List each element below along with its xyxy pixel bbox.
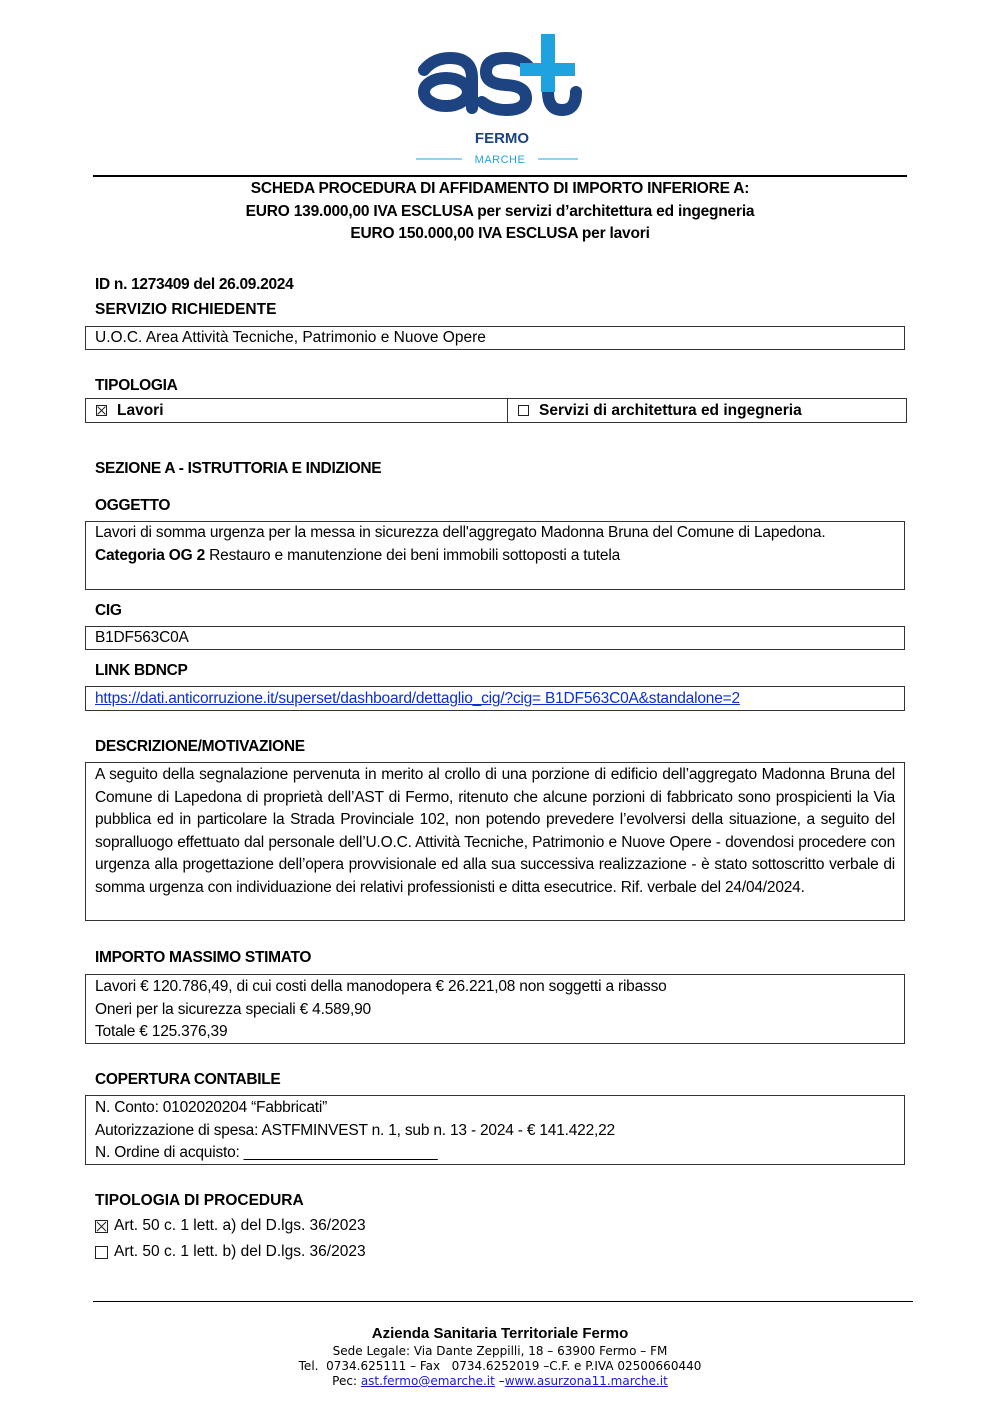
- tipologia-option-servizi[interactable]: [508, 399, 906, 422]
- tipologia-label: TIPOLOGIA: [95, 377, 178, 394]
- tipologia-option-label: Lavori: [117, 401, 164, 419]
- document-title: [93, 178, 907, 246]
- procedura-option-label: Art. 50 c. 1 lett. a) del D.lgs. 36/2023: [114, 1217, 366, 1234]
- procedura-label: TIPOLOGIA DI PROCEDURA: [95, 1192, 304, 1209]
- oggetto-categoria: [95, 545, 895, 568]
- copertura-ordine: N. Ordine di acquisto: _______________________: [95, 1144, 438, 1161]
- bdncp-link[interactable]: https://dati.anticorruzione.it/superset/dashboard/dettaglio_cig/?cig= B1DF563C0A&standalone=2: [95, 690, 740, 707]
- footer-sede: Sede Legale: Via Dante Zeppilli, 18 – 63900 Fermo – FM: [332, 1344, 668, 1358]
- servizio-richiedente-label: SERVIZIO RICHIEDENTE: [95, 301, 277, 318]
- logo-region: MARCHE: [474, 154, 526, 166]
- copertura-field: [85, 1095, 905, 1165]
- importo-field: [85, 974, 905, 1044]
- descrizione-label: DESCRIZIONE/MOTIVAZIONE: [95, 738, 305, 755]
- servizio-richiedente-field: [85, 326, 905, 350]
- importo-oneri: Oneri per la sicurezza speciali € 4.589,90: [95, 1000, 371, 1018]
- header-divider: [93, 175, 907, 177]
- categoria-text: Restauro e manutenzione dei beni immobili sottoposti a tutela: [205, 546, 621, 564]
- descrizione-field: [85, 762, 905, 921]
- servizio-richiedente-value: U.O.C. Area Attività Tecniche, Patrimonio e Nuove Opere: [95, 329, 486, 346]
- copertura-label: COPERTURA CONTABILE: [95, 1071, 281, 1088]
- footer: [260, 1324, 740, 1389]
- footer-org-name: Azienda Sanitaria Territoriale Fermo: [371, 1325, 629, 1342]
- checkbox-unchecked-icon[interactable]: [95, 1246, 108, 1259]
- tipologia-option-lavori[interactable]: [86, 399, 508, 422]
- ast-fermo-logo: [410, 30, 590, 170]
- title-line-1: SCHEDA PROCEDURA DI AFFIDAMENTO DI IMPORTO INFERIORE A:: [250, 180, 750, 197]
- descrizione-text: A seguito della segnalazione pervenuta in merito al crollo di una porzione di edificio dell’aggregato Madonna Bruna del Comune di Lapedona di proprietà dell’AST di Fermo, ritenuto che alcune porzioni di fabbricato sono prospicienti la Via pubblica ed in particolare la Strada Provinciale 102, non potendo prevedere l’evolversi della situazione, a seguito del sopralluogo effettuato dal personale dell’U.O.C. Attività Tecniche, Patrimonio e Nuove Opere - dovendosi procedere con urgenza alla progettazione dell’opera provvisionale ed alla sua successiva realizzazione - è stato sottoscritto verbale di somma urgenza con individuazione dei relativi professionisti e ditta esecutrice. Rif. verbale del 24/04/2024.: [95, 766, 895, 896]
- oggetto-text: Lavori di somma urgenza per la messa in sicurezza dell'aggregato Madonna Bruna del Comune di Lapedona.: [95, 524, 826, 541]
- oggetto-label: OGGETTO: [95, 497, 171, 514]
- footer-pec-email-link[interactable]: ast.fermo@emarche.it: [360, 1374, 495, 1388]
- footer-pec-label: Pec:: [332, 1374, 357, 1388]
- copertura-autorizzazione: Autorizzazione di spesa: ASTFMINVEST n. 1, sub n. 13 - 2024 - € 141.422,22: [95, 1121, 615, 1139]
- link-bdncp-field: [85, 686, 905, 711]
- oggetto-field: [85, 521, 905, 590]
- procedura-option-label: Art. 50 c. 1 lett. b) del D.lgs. 36/2023: [114, 1243, 366, 1260]
- footer-separator: –: [498, 1374, 505, 1388]
- logo-city: FERMO: [474, 130, 530, 147]
- importo-label: IMPORTO MASSIMO STIMATO: [95, 949, 312, 966]
- checkbox-checked-icon[interactable]: [95, 1220, 108, 1233]
- tipologia-option-label: Servizi di architettura ed ingegneria: [539, 401, 802, 419]
- link-bdncp-label: LINK BDNCP: [95, 662, 188, 679]
- tipologia-options: [85, 398, 907, 423]
- checkbox-checked-icon[interactable]: [96, 405, 107, 416]
- section-a-title: SEZIONE A - ISTRUTTORIA E INDIZIONE: [95, 460, 382, 477]
- footer-contacts: Tel. 0734.625111 – Fax 0734.6252019 –C.F. e P.IVA 02500660440: [298, 1359, 702, 1373]
- title-line-3: EURO 150.000,00 IVA ESCLUSA per lavori: [350, 225, 650, 242]
- footer-website-link[interactable]: www.asurzona11.marche.it: [504, 1374, 668, 1388]
- document-id: ID n. 1273409 del 26.09.2024: [95, 276, 294, 293]
- cig-label: CIG: [95, 602, 122, 619]
- checkbox-unchecked-icon[interactable]: [518, 405, 529, 416]
- ast-logo-graphic: [410, 30, 590, 170]
- footer-divider: [93, 1301, 913, 1302]
- copertura-conto: N. Conto: 0102020204 “Fabbricati”: [95, 1099, 328, 1116]
- procedura-option-a[interactable]: [95, 1217, 366, 1235]
- procedura-option-b[interactable]: [95, 1243, 366, 1261]
- cig-field: [85, 626, 905, 650]
- cig-value: B1DF563C0A: [95, 629, 189, 646]
- categoria-label: Categoria OG 2: [95, 546, 206, 564]
- importo-totale: Totale € 125.376,39: [95, 1023, 228, 1040]
- footer-pec-line: [260, 1374, 740, 1389]
- importo-lavori: Lavori € 120.786,49, di cui costi della manodopera € 26.221,08 non soggetti a ribasso: [95, 978, 667, 995]
- title-line-2: EURO 139.000,00 IVA ESCLUSA per servizi d’architettura ed ingegneria: [245, 202, 755, 220]
